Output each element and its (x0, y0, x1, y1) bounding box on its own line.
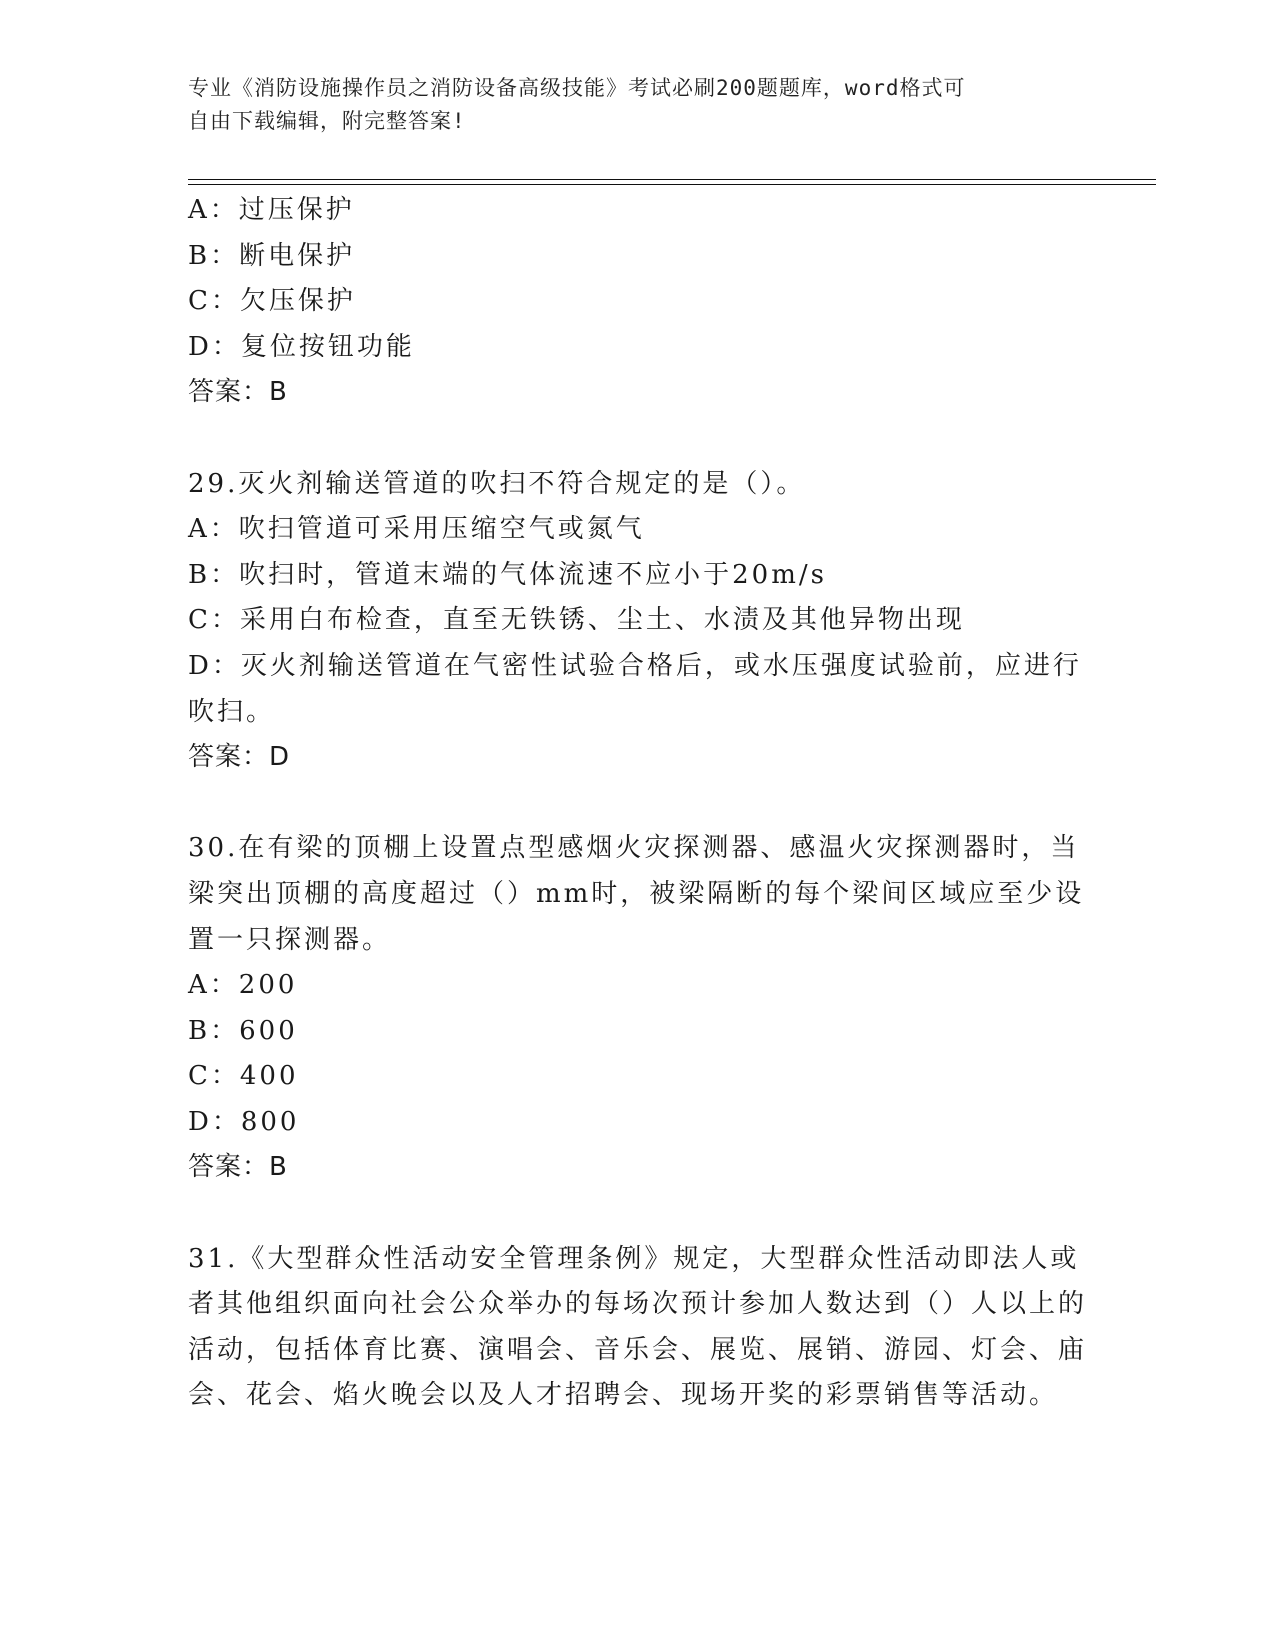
header-line-2: 自由下载编辑，附完整答案! (188, 109, 466, 133)
question-text: 29.灭火剂输送管道的吹扫不符合规定的是（）。 (188, 468, 806, 499)
option-c: C：欠压保护 (188, 286, 356, 317)
question-text: 30.在有梁的顶棚上设置点型感烟火灾探测器、感温火灾探测器时，当梁突出顶棚的高度超过（）mm时，被梁隔断的每个梁间区域应至少设置一只探测器。 (188, 833, 1085, 955)
question-28 (188, 188, 1088, 416)
question-31 (188, 1237, 1088, 1419)
header-rule-bottom (188, 184, 1156, 185)
option-a: A：过压保护 (188, 195, 355, 225)
answer: 答案：B (188, 377, 288, 408)
option-d: D：800 (188, 1106, 300, 1137)
question-content (188, 188, 1088, 1419)
option-c: C：400 (188, 1061, 299, 1092)
option-b: B：600 (188, 1015, 298, 1046)
answer: 答案：B (188, 1152, 288, 1183)
option-b: B：吹扫时，管道末端的气体流速不应小于20m/s (188, 559, 827, 590)
answer: 答案：D (188, 742, 291, 773)
question-30 (188, 826, 1088, 1191)
header-line-1: 专业《消防设施操作员之消防设备高级技能》考试必刷200题题库，word格式可 (188, 76, 966, 100)
question-29 (188, 462, 1088, 781)
question-text: 31.《大型群众性活动安全管理条例》规定，大型群众性活动即法人或者其他组织面向社会公众举办的每场次预计参加人数达到（）人以上的活动，包括体育比赛、演唱会、音乐会、展览、展销、游园、灯会、庙会、花会、焰火晚会以及人才招聘会、现场开奖的彩票销售等活动。 (188, 1243, 1088, 1411)
option-b: B：断电保护 (188, 240, 356, 271)
header-rule-top (188, 179, 1156, 180)
option-d: D：复位按钮功能 (188, 331, 415, 362)
option-d: D：灭火剂输送管道在气密性试验合格后，或水压强度试验前，应进行吹扫。 (188, 650, 1082, 727)
option-c: C：采用白布检查，直至无铁锈、尘土、水渍及其他异物出现 (188, 605, 965, 636)
option-a: A：吹扫管道可采用压缩空气或氮气 (188, 514, 645, 545)
document-header (188, 72, 1068, 138)
option-a: A：200 (188, 970, 298, 1001)
